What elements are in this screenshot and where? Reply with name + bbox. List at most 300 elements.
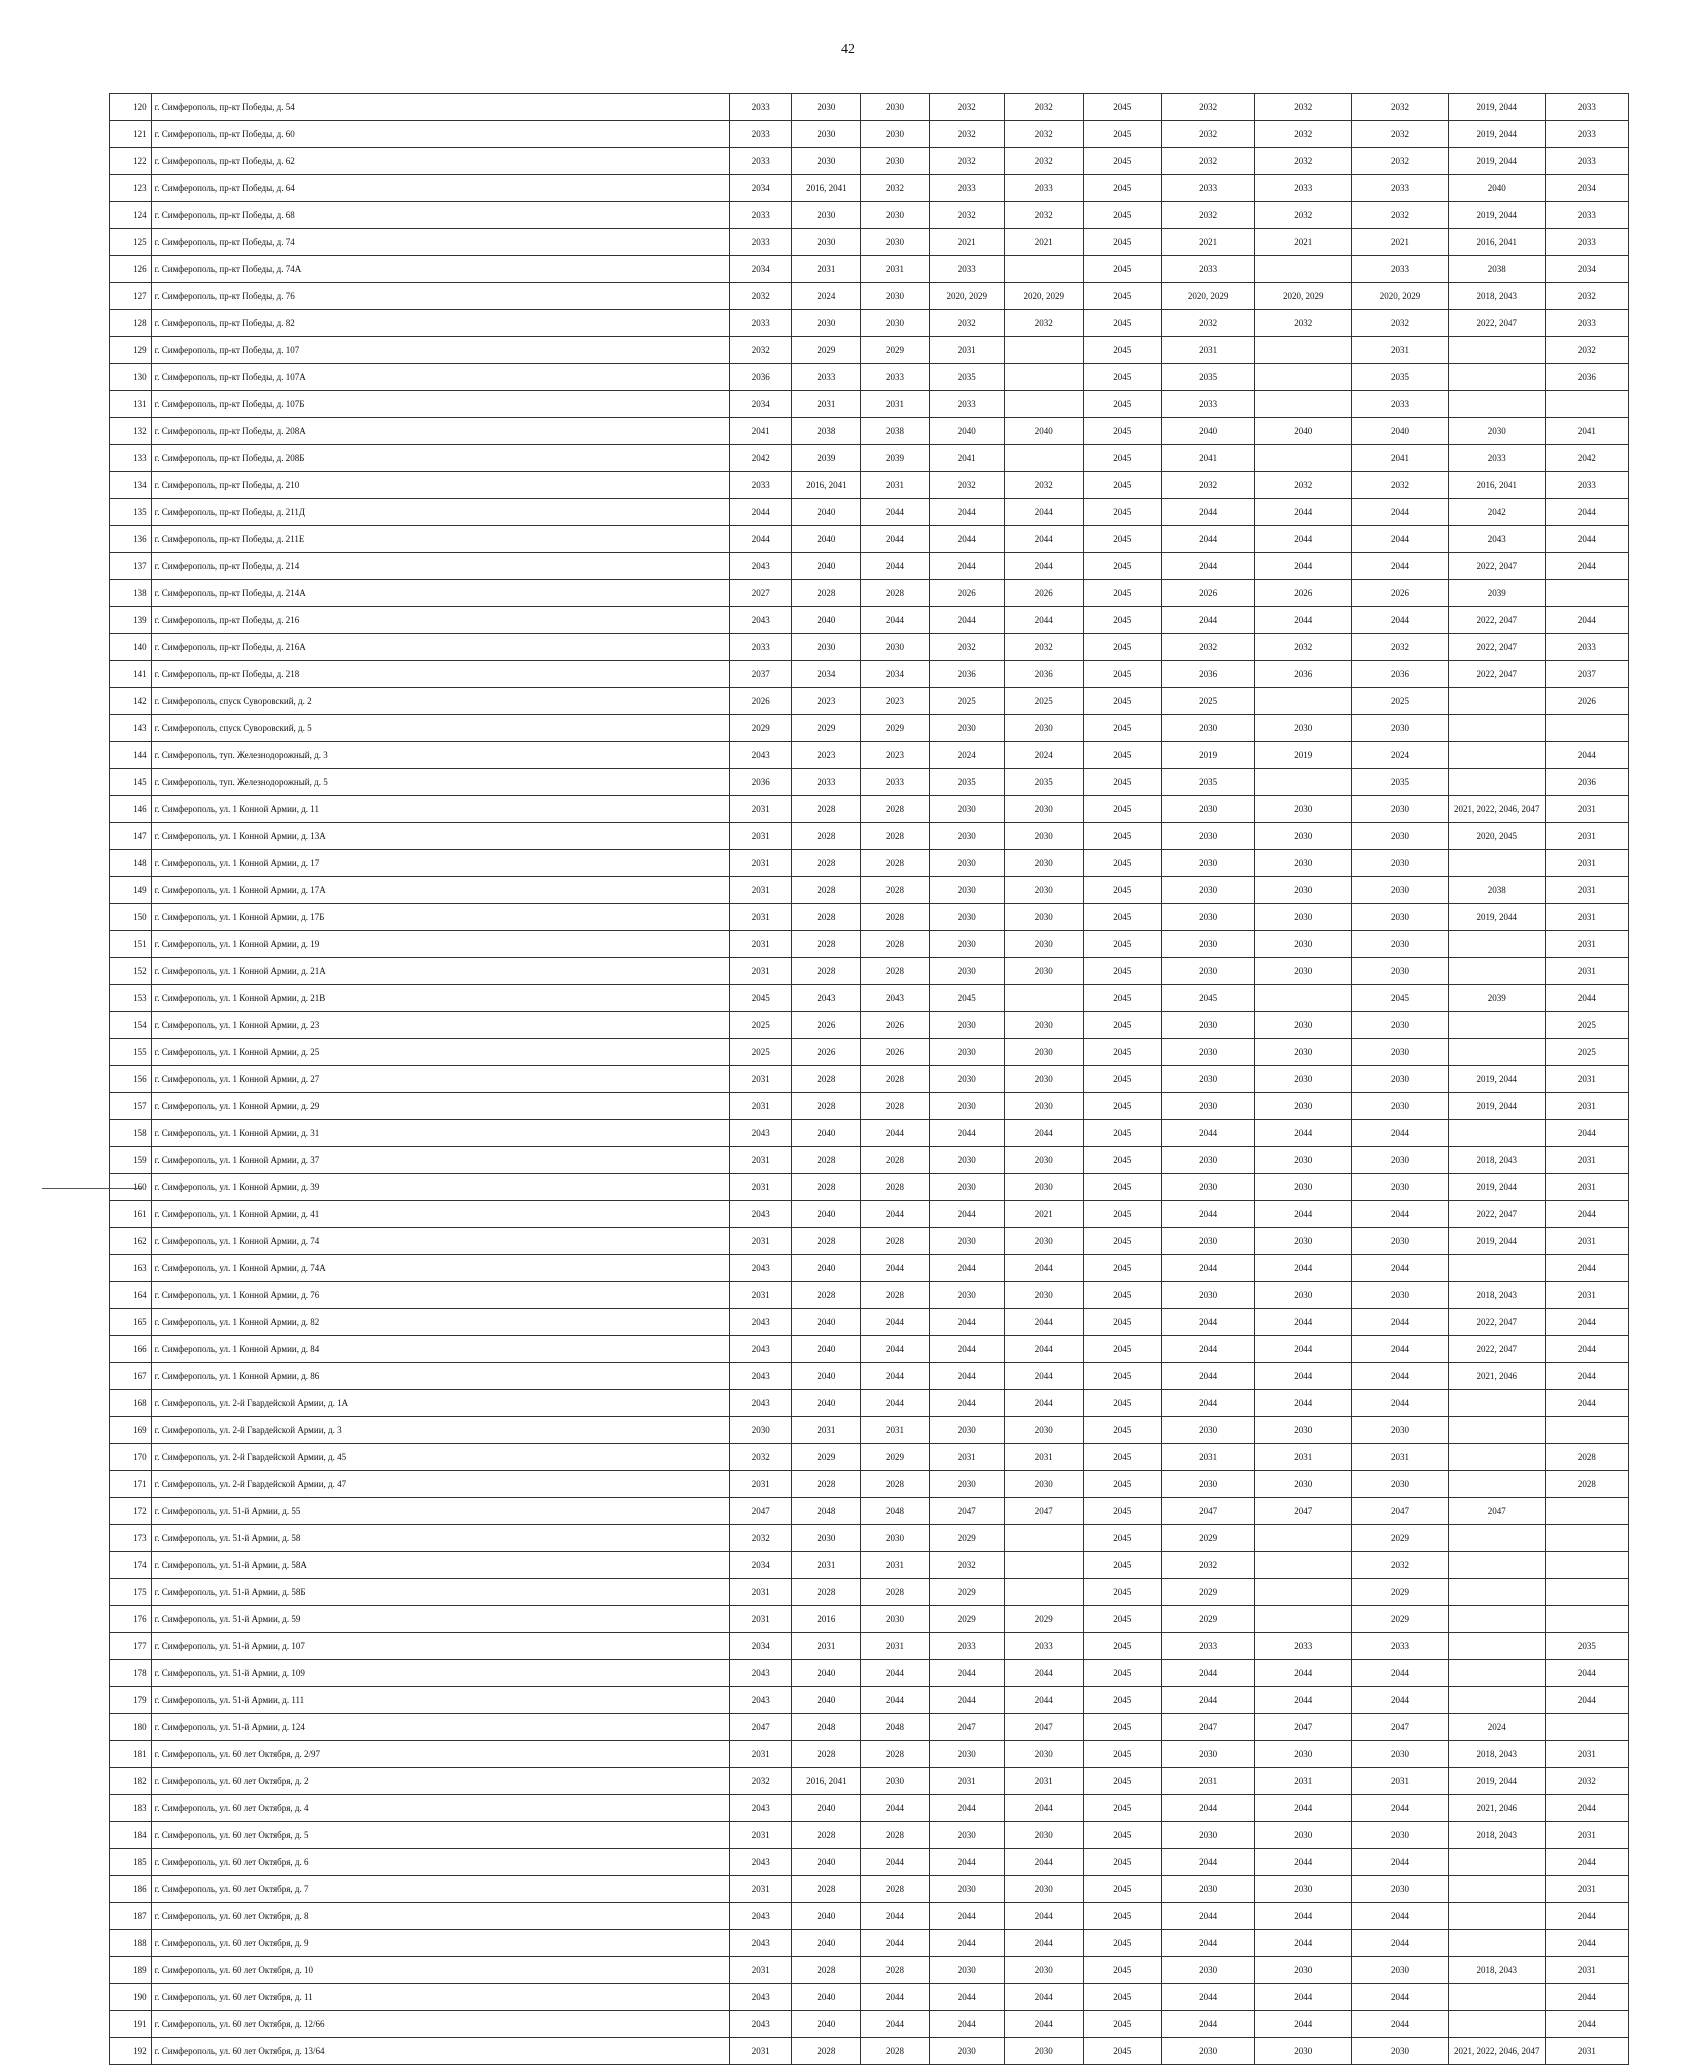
year-cell: 2033	[1545, 310, 1628, 337]
year-cell: 2045	[1083, 823, 1161, 850]
year-cell: 2028	[792, 1093, 861, 1120]
year-cell: 2044	[1255, 1687, 1352, 1714]
address-cell: г. Симферополь, пр-кт Победы, д. 208А	[151, 418, 729, 445]
year-cell: 2032	[1004, 94, 1083, 121]
year-cell: 2044	[1352, 1660, 1449, 1687]
year-cell: 2043	[730, 1660, 792, 1687]
address-cell: г. Симферополь, пр-кт Победы, д. 210	[151, 472, 729, 499]
year-cell: 2019	[1161, 742, 1255, 769]
year-cell: 2028	[792, 1579, 861, 1606]
year-cell: 2032	[1352, 202, 1449, 229]
year-cell	[1448, 1039, 1545, 1066]
year-cell: 2039	[792, 445, 861, 472]
year-cell: 2030	[1352, 2038, 1449, 2065]
year-cell: 2043	[730, 1120, 792, 1147]
row-number-cell: 154	[110, 1012, 152, 1039]
year-cell: 2044	[929, 1687, 1004, 1714]
year-cell	[1448, 769, 1545, 796]
year-cell: 2026	[1545, 688, 1628, 715]
year-cell: 2044	[1161, 1390, 1255, 1417]
address-cell: г. Симферополь, пр-кт Победы, д. 107А	[151, 364, 729, 391]
year-cell: 2030	[1004, 1282, 1083, 1309]
year-cell: 2045	[1083, 1714, 1161, 1741]
year-cell: 2031	[1545, 1741, 1628, 1768]
year-cell: 2029	[929, 1579, 1004, 1606]
row-number-cell: 123	[110, 175, 152, 202]
year-cell: 2031	[1352, 1444, 1449, 1471]
year-cell: 2031	[730, 1282, 792, 1309]
year-cell: 2032	[1161, 121, 1255, 148]
address-cell: г. Симферополь, ул. 60 лет Октября, д. 4	[151, 1795, 729, 1822]
year-cell: 2044	[1161, 1984, 1255, 2011]
year-cell: 2030	[1004, 1876, 1083, 1903]
year-cell: 2036	[1545, 769, 1628, 796]
year-cell: 2044	[861, 1930, 930, 1957]
address-cell: г. Симферополь, пр-кт Победы, д. 107Б	[151, 391, 729, 418]
year-cell: 2023	[861, 688, 930, 715]
address-cell: г. Симферополь, пр-кт Победы, д. 107	[151, 337, 729, 364]
year-cell: 2044	[1004, 1849, 1083, 1876]
row-number-cell: 127	[110, 283, 152, 310]
row-number-cell: 163	[110, 1255, 152, 1282]
year-cell: 2040	[792, 1930, 861, 1957]
row-number-cell: 182	[110, 1768, 152, 1795]
year-cell	[1255, 688, 1352, 715]
table-row	[110, 742, 1629, 769]
year-cell: 2043	[730, 1795, 792, 1822]
year-cell: 2039	[1448, 985, 1545, 1012]
year-cell: 2030	[1004, 1822, 1083, 1849]
year-cell	[1448, 1984, 1545, 2011]
year-cell: 2044	[1004, 1120, 1083, 1147]
year-cell: 2045	[1083, 148, 1161, 175]
year-cell: 2031	[1545, 1822, 1628, 1849]
row-number-cell: 167	[110, 1363, 152, 1390]
table-row	[110, 661, 1629, 688]
year-cell: 2043	[861, 985, 930, 1012]
year-cell: 2047	[1352, 1714, 1449, 1741]
year-cell: 2034	[861, 661, 930, 688]
year-cell: 2044	[1161, 1201, 1255, 1228]
year-cell: 2032	[929, 634, 1004, 661]
table-row	[110, 1957, 1629, 1984]
year-cell: 2030	[1255, 1228, 1352, 1255]
year-cell: 2022, 2047	[1448, 634, 1545, 661]
year-cell: 2021, 2046	[1448, 1363, 1545, 1390]
year-cell: 2022, 2047	[1448, 1336, 1545, 1363]
year-cell: 2044	[1352, 1363, 1449, 1390]
year-cell: 2030	[1161, 1174, 1255, 1201]
table-row	[110, 1120, 1629, 1147]
address-cell: г. Симферополь, ул. 1 Конной Армии, д. 37	[151, 1147, 729, 1174]
year-cell: 2030	[1352, 931, 1449, 958]
year-cell: 2030	[1352, 1822, 1449, 1849]
year-cell: 2045	[1083, 1498, 1161, 1525]
year-cell: 2030	[929, 1012, 1004, 1039]
year-cell: 2024	[1448, 1714, 1545, 1741]
year-cell: 2045	[730, 985, 792, 1012]
year-cell	[1448, 958, 1545, 985]
row-number-cell: 128	[110, 310, 152, 337]
year-cell: 2045	[1083, 634, 1161, 661]
year-cell: 2045	[1083, 1849, 1161, 1876]
year-cell: 2044	[861, 1309, 930, 1336]
year-cell: 2032	[1255, 202, 1352, 229]
table-row	[110, 1876, 1629, 1903]
year-cell: 2040	[792, 553, 861, 580]
address-cell: г. Симферополь, ул. 51-й Армии, д. 111	[151, 1687, 729, 1714]
year-cell: 2030	[1255, 1417, 1352, 1444]
year-cell: 2044	[1004, 526, 1083, 553]
year-cell: 2047	[1255, 1498, 1352, 1525]
year-cell: 2040	[1161, 418, 1255, 445]
row-number-cell: 157	[110, 1093, 152, 1120]
year-cell: 2030	[1004, 877, 1083, 904]
address-cell: г. Симферополь, ул. 1 Конной Армии, д. 23	[151, 1012, 729, 1039]
address-cell: г. Симферополь, ул. 51-й Армии, д. 58Б	[151, 1579, 729, 1606]
year-cell: 2040	[792, 1903, 861, 1930]
year-cell: 2025	[929, 688, 1004, 715]
year-cell: 2030	[792, 148, 861, 175]
year-cell: 2024	[792, 283, 861, 310]
year-cell: 2032	[730, 1525, 792, 1552]
table-row	[110, 1984, 1629, 2011]
year-cell: 2045	[1083, 1417, 1161, 1444]
year-cell: 2025	[1545, 1039, 1628, 1066]
year-cell: 2044	[1545, 526, 1628, 553]
year-cell: 2031	[730, 1876, 792, 1903]
address-cell: г. Симферополь, ул. 1 Конной Армии, д. 21В	[151, 985, 729, 1012]
year-cell: 2044	[861, 1336, 930, 1363]
year-cell: 2028	[861, 1741, 930, 1768]
year-cell: 2047	[1161, 1498, 1255, 1525]
year-cell: 2030	[1352, 715, 1449, 742]
year-cell: 2030	[1004, 1066, 1083, 1093]
year-cell: 2030	[792, 310, 861, 337]
address-cell: г. Симферополь, пр-кт Победы, д. 74А	[151, 256, 729, 283]
year-cell: 2040	[1004, 418, 1083, 445]
year-cell: 2028	[792, 877, 861, 904]
year-cell: 2044	[861, 1795, 930, 1822]
table-row	[110, 1768, 1629, 1795]
address-cell: г. Симферополь, ул. 51-й Армии, д. 124	[151, 1714, 729, 1741]
year-cell: 2030	[1161, 904, 1255, 931]
table-row	[110, 256, 1629, 283]
year-cell: 2038	[1448, 256, 1545, 283]
year-cell: 2044	[1255, 1336, 1352, 1363]
year-cell: 2026	[929, 580, 1004, 607]
year-cell: 2044	[1004, 607, 1083, 634]
year-cell: 2031	[730, 850, 792, 877]
year-cell: 2020, 2045	[1448, 823, 1545, 850]
year-cell	[1004, 391, 1083, 418]
year-cell: 2047	[929, 1714, 1004, 1741]
year-cell: 2044	[929, 1660, 1004, 1687]
table-row	[110, 985, 1629, 1012]
year-cell: 2027	[730, 580, 792, 607]
table-row	[110, 607, 1629, 634]
year-cell: 2045	[1083, 1066, 1161, 1093]
year-cell	[1448, 2011, 1545, 2038]
year-cell: 2030	[929, 1282, 1004, 1309]
year-cell: 2043	[730, 742, 792, 769]
table-row	[110, 715, 1629, 742]
year-cell: 2022, 2047	[1448, 1201, 1545, 1228]
address-cell: г. Симферополь, ул. 1 Конной Армии, д. 13А	[151, 823, 729, 850]
year-cell: 2040	[792, 1660, 861, 1687]
year-cell: 2031	[861, 256, 930, 283]
year-cell: 2016	[792, 1606, 861, 1633]
year-cell: 2033	[1161, 391, 1255, 418]
address-cell: г. Симферополь, ул. 1 Конной Армии, д. 82	[151, 1309, 729, 1336]
year-cell: 2042	[730, 445, 792, 472]
year-cell: 2044	[1161, 2011, 1255, 2038]
year-cell: 2029	[1352, 1606, 1449, 1633]
year-cell: 2047	[929, 1498, 1004, 1525]
year-cell: 2033	[1352, 256, 1449, 283]
year-cell: 2045	[1083, 499, 1161, 526]
year-cell	[1255, 1552, 1352, 1579]
year-cell: 2031	[730, 958, 792, 985]
year-cell: 2029	[730, 715, 792, 742]
year-cell: 2044	[1352, 1309, 1449, 1336]
year-cell: 2032	[929, 472, 1004, 499]
address-cell: г. Симферополь, ул. 1 Конной Армии, д. 17Б	[151, 904, 729, 931]
year-cell: 2045	[1083, 337, 1161, 364]
year-cell: 2033	[1161, 256, 1255, 283]
year-cell: 2030	[1352, 877, 1449, 904]
address-cell: г. Симферополь, ул. 51-й Армии, д. 59	[151, 1606, 729, 1633]
year-cell: 2030	[1352, 1066, 1449, 1093]
year-cell: 2040	[1352, 418, 1449, 445]
row-number-cell: 186	[110, 1876, 152, 1903]
year-cell: 2028	[861, 823, 930, 850]
year-cell: 2030	[1448, 418, 1545, 445]
row-number-cell: 174	[110, 1552, 152, 1579]
year-cell: 2044	[861, 1201, 930, 1228]
table-row	[110, 1201, 1629, 1228]
year-cell: 2044	[861, 1363, 930, 1390]
year-cell: 2040	[792, 2011, 861, 2038]
year-cell	[1255, 1579, 1352, 1606]
year-cell: 2031	[730, 877, 792, 904]
year-cell: 2025	[1004, 688, 1083, 715]
year-cell: 2030	[1161, 1417, 1255, 1444]
year-cell: 2045	[1083, 1957, 1161, 1984]
year-cell: 2030	[929, 2038, 1004, 2065]
year-cell: 2044	[929, 526, 1004, 553]
year-cell: 2029	[1161, 1606, 1255, 1633]
year-cell: 2044	[929, 1255, 1004, 1282]
year-cell: 2030	[1161, 877, 1255, 904]
year-cell: 2019, 2044	[1448, 904, 1545, 931]
year-cell	[1448, 1849, 1545, 1876]
year-cell: 2031	[1161, 337, 1255, 364]
year-cell: 2045	[1083, 1336, 1161, 1363]
year-cell: 2033	[730, 94, 792, 121]
year-cell: 2041	[1352, 445, 1449, 472]
year-cell: 2045	[1083, 985, 1161, 1012]
year-cell: 2030	[1004, 1147, 1083, 1174]
year-cell: 2040	[792, 1120, 861, 1147]
year-cell: 2030	[1352, 1174, 1449, 1201]
year-cell: 2030	[1161, 2038, 1255, 2065]
address-cell: г. Симферополь, ул. 60 лет Октября, д. 6	[151, 1849, 729, 1876]
year-cell: 2029	[861, 1444, 930, 1471]
row-number-cell: 170	[110, 1444, 152, 1471]
year-cell: 2032	[1352, 634, 1449, 661]
year-cell: 2045	[1083, 1768, 1161, 1795]
year-cell: 2016, 2041	[1448, 229, 1545, 256]
table-row	[110, 877, 1629, 904]
year-cell: 2030	[861, 121, 930, 148]
year-cell: 2031	[792, 256, 861, 283]
year-cell	[1448, 391, 1545, 418]
year-cell: 2033	[730, 310, 792, 337]
year-cell	[1004, 256, 1083, 283]
year-cell: 2047	[1448, 1498, 1545, 1525]
year-cell: 2031	[1545, 1228, 1628, 1255]
table-row	[110, 850, 1629, 877]
year-cell: 2032	[929, 310, 1004, 337]
year-cell: 2044	[1545, 1363, 1628, 1390]
year-cell: 2045	[1083, 418, 1161, 445]
year-cell: 2040	[792, 1849, 861, 1876]
year-cell: 2019, 2044	[1448, 148, 1545, 175]
year-cell: 2036	[1004, 661, 1083, 688]
year-cell: 2040	[1448, 175, 1545, 202]
year-cell: 2035	[1352, 769, 1449, 796]
year-cell: 2033	[730, 229, 792, 256]
year-cell: 2032	[1004, 310, 1083, 337]
year-cell: 2016, 2041	[792, 472, 861, 499]
row-number-cell: 126	[110, 256, 152, 283]
table-row	[110, 1174, 1629, 1201]
year-cell: 2044	[929, 1309, 1004, 1336]
row-number-cell: 185	[110, 1849, 152, 1876]
year-cell: 2031	[730, 1957, 792, 1984]
address-cell: г. Симферополь, ул. 1 Конной Армии, д. 84	[151, 1336, 729, 1363]
address-cell: г. Симферополь, пр-кт Победы, д. 208Б	[151, 445, 729, 472]
year-cell: 2030	[1004, 715, 1083, 742]
table-row	[110, 1633, 1629, 1660]
year-cell: 2035	[1161, 769, 1255, 796]
year-cell: 2028	[861, 1093, 930, 1120]
year-cell: 2032	[730, 1444, 792, 1471]
year-cell: 2030	[929, 958, 1004, 985]
year-cell: 2044	[1161, 1363, 1255, 1390]
address-cell: г. Симферополь, туп. Железнодорожный, д. 5	[151, 769, 729, 796]
year-cell: 2032	[730, 1768, 792, 1795]
year-cell: 2030	[792, 634, 861, 661]
year-cell: 2032	[1255, 148, 1352, 175]
year-cell: 2021	[1255, 229, 1352, 256]
year-cell: 2043	[730, 2011, 792, 2038]
table-row	[110, 283, 1629, 310]
year-cell: 2044	[1161, 499, 1255, 526]
year-cell: 2045	[1083, 1363, 1161, 1390]
year-cell: 2031	[1255, 1444, 1352, 1471]
year-cell: 2028	[861, 1471, 930, 1498]
year-cell: 2045	[1083, 2038, 1161, 2065]
year-cell: 2030	[929, 1471, 1004, 1498]
table-row	[110, 337, 1629, 364]
year-cell: 2031	[1004, 1768, 1083, 1795]
year-cell: 2030	[929, 1876, 1004, 1903]
year-cell: 2031	[730, 1606, 792, 1633]
year-cell: 2044	[1161, 1687, 1255, 1714]
row-number-cell: 156	[110, 1066, 152, 1093]
year-cell: 2030	[929, 904, 1004, 931]
table-row	[110, 1903, 1629, 1930]
year-cell: 2031	[730, 1471, 792, 1498]
year-cell: 2018, 2043	[1448, 1147, 1545, 1174]
year-cell: 2044	[929, 607, 1004, 634]
row-number-cell: 187	[110, 1903, 152, 1930]
year-cell: 2044	[1161, 553, 1255, 580]
year-cell: 2030	[1004, 958, 1083, 985]
year-cell: 2030	[1352, 823, 1449, 850]
year-cell: 2044	[929, 1795, 1004, 1822]
year-cell: 2033	[1352, 1633, 1449, 1660]
year-cell: 2043	[730, 553, 792, 580]
year-cell: 2030	[1352, 1957, 1449, 1984]
year-cell: 2030	[861, 1768, 930, 1795]
year-cell: 2032	[1545, 1768, 1628, 1795]
table-row	[110, 1363, 1629, 1390]
year-cell: 2044	[1545, 1201, 1628, 1228]
year-cell: 2028	[861, 1282, 930, 1309]
year-cell: 2031	[1545, 823, 1628, 850]
year-cell: 2019, 2044	[1448, 1768, 1545, 1795]
year-cell	[1545, 1498, 1628, 1525]
year-cell: 2044	[1004, 553, 1083, 580]
year-cell: 2040	[792, 1363, 861, 1390]
year-cell: 2044	[929, 1336, 1004, 1363]
table-row	[110, 1795, 1629, 1822]
year-cell: 2037	[730, 661, 792, 688]
year-cell: 2044	[1352, 2011, 1449, 2038]
year-cell: 2044	[1161, 1255, 1255, 1282]
year-cell: 2020, 2029	[929, 283, 1004, 310]
year-cell: 2044	[861, 1390, 930, 1417]
row-number-cell: 153	[110, 985, 152, 1012]
year-cell: 2030	[1161, 1876, 1255, 1903]
year-cell: 2045	[1083, 1903, 1161, 1930]
year-cell: 2044	[1352, 1849, 1449, 1876]
year-cell: 2031	[1545, 1174, 1628, 1201]
year-cell: 2030	[1255, 1012, 1352, 1039]
year-cell: 2028	[792, 1228, 861, 1255]
address-cell: г. Симферополь, ул. 1 Конной Армии, д. 41	[151, 1201, 729, 1228]
year-cell: 2019, 2044	[1448, 121, 1545, 148]
year-cell: 2032	[1004, 148, 1083, 175]
year-cell: 2035	[929, 364, 1004, 391]
year-cell: 2044	[1352, 1903, 1449, 1930]
row-number-cell: 134	[110, 472, 152, 499]
table-row	[110, 2038, 1629, 2065]
year-cell: 2031	[929, 337, 1004, 364]
table-row	[110, 364, 1629, 391]
year-cell	[1448, 1606, 1545, 1633]
year-cell	[1255, 337, 1352, 364]
address-cell: г. Симферополь, пр-кт Победы, д. 74	[151, 229, 729, 256]
year-cell: 2044	[1545, 1660, 1628, 1687]
year-cell: 2028	[792, 823, 861, 850]
row-number-cell: 143	[110, 715, 152, 742]
year-cell: 2036	[1255, 661, 1352, 688]
year-cell: 2033	[792, 769, 861, 796]
